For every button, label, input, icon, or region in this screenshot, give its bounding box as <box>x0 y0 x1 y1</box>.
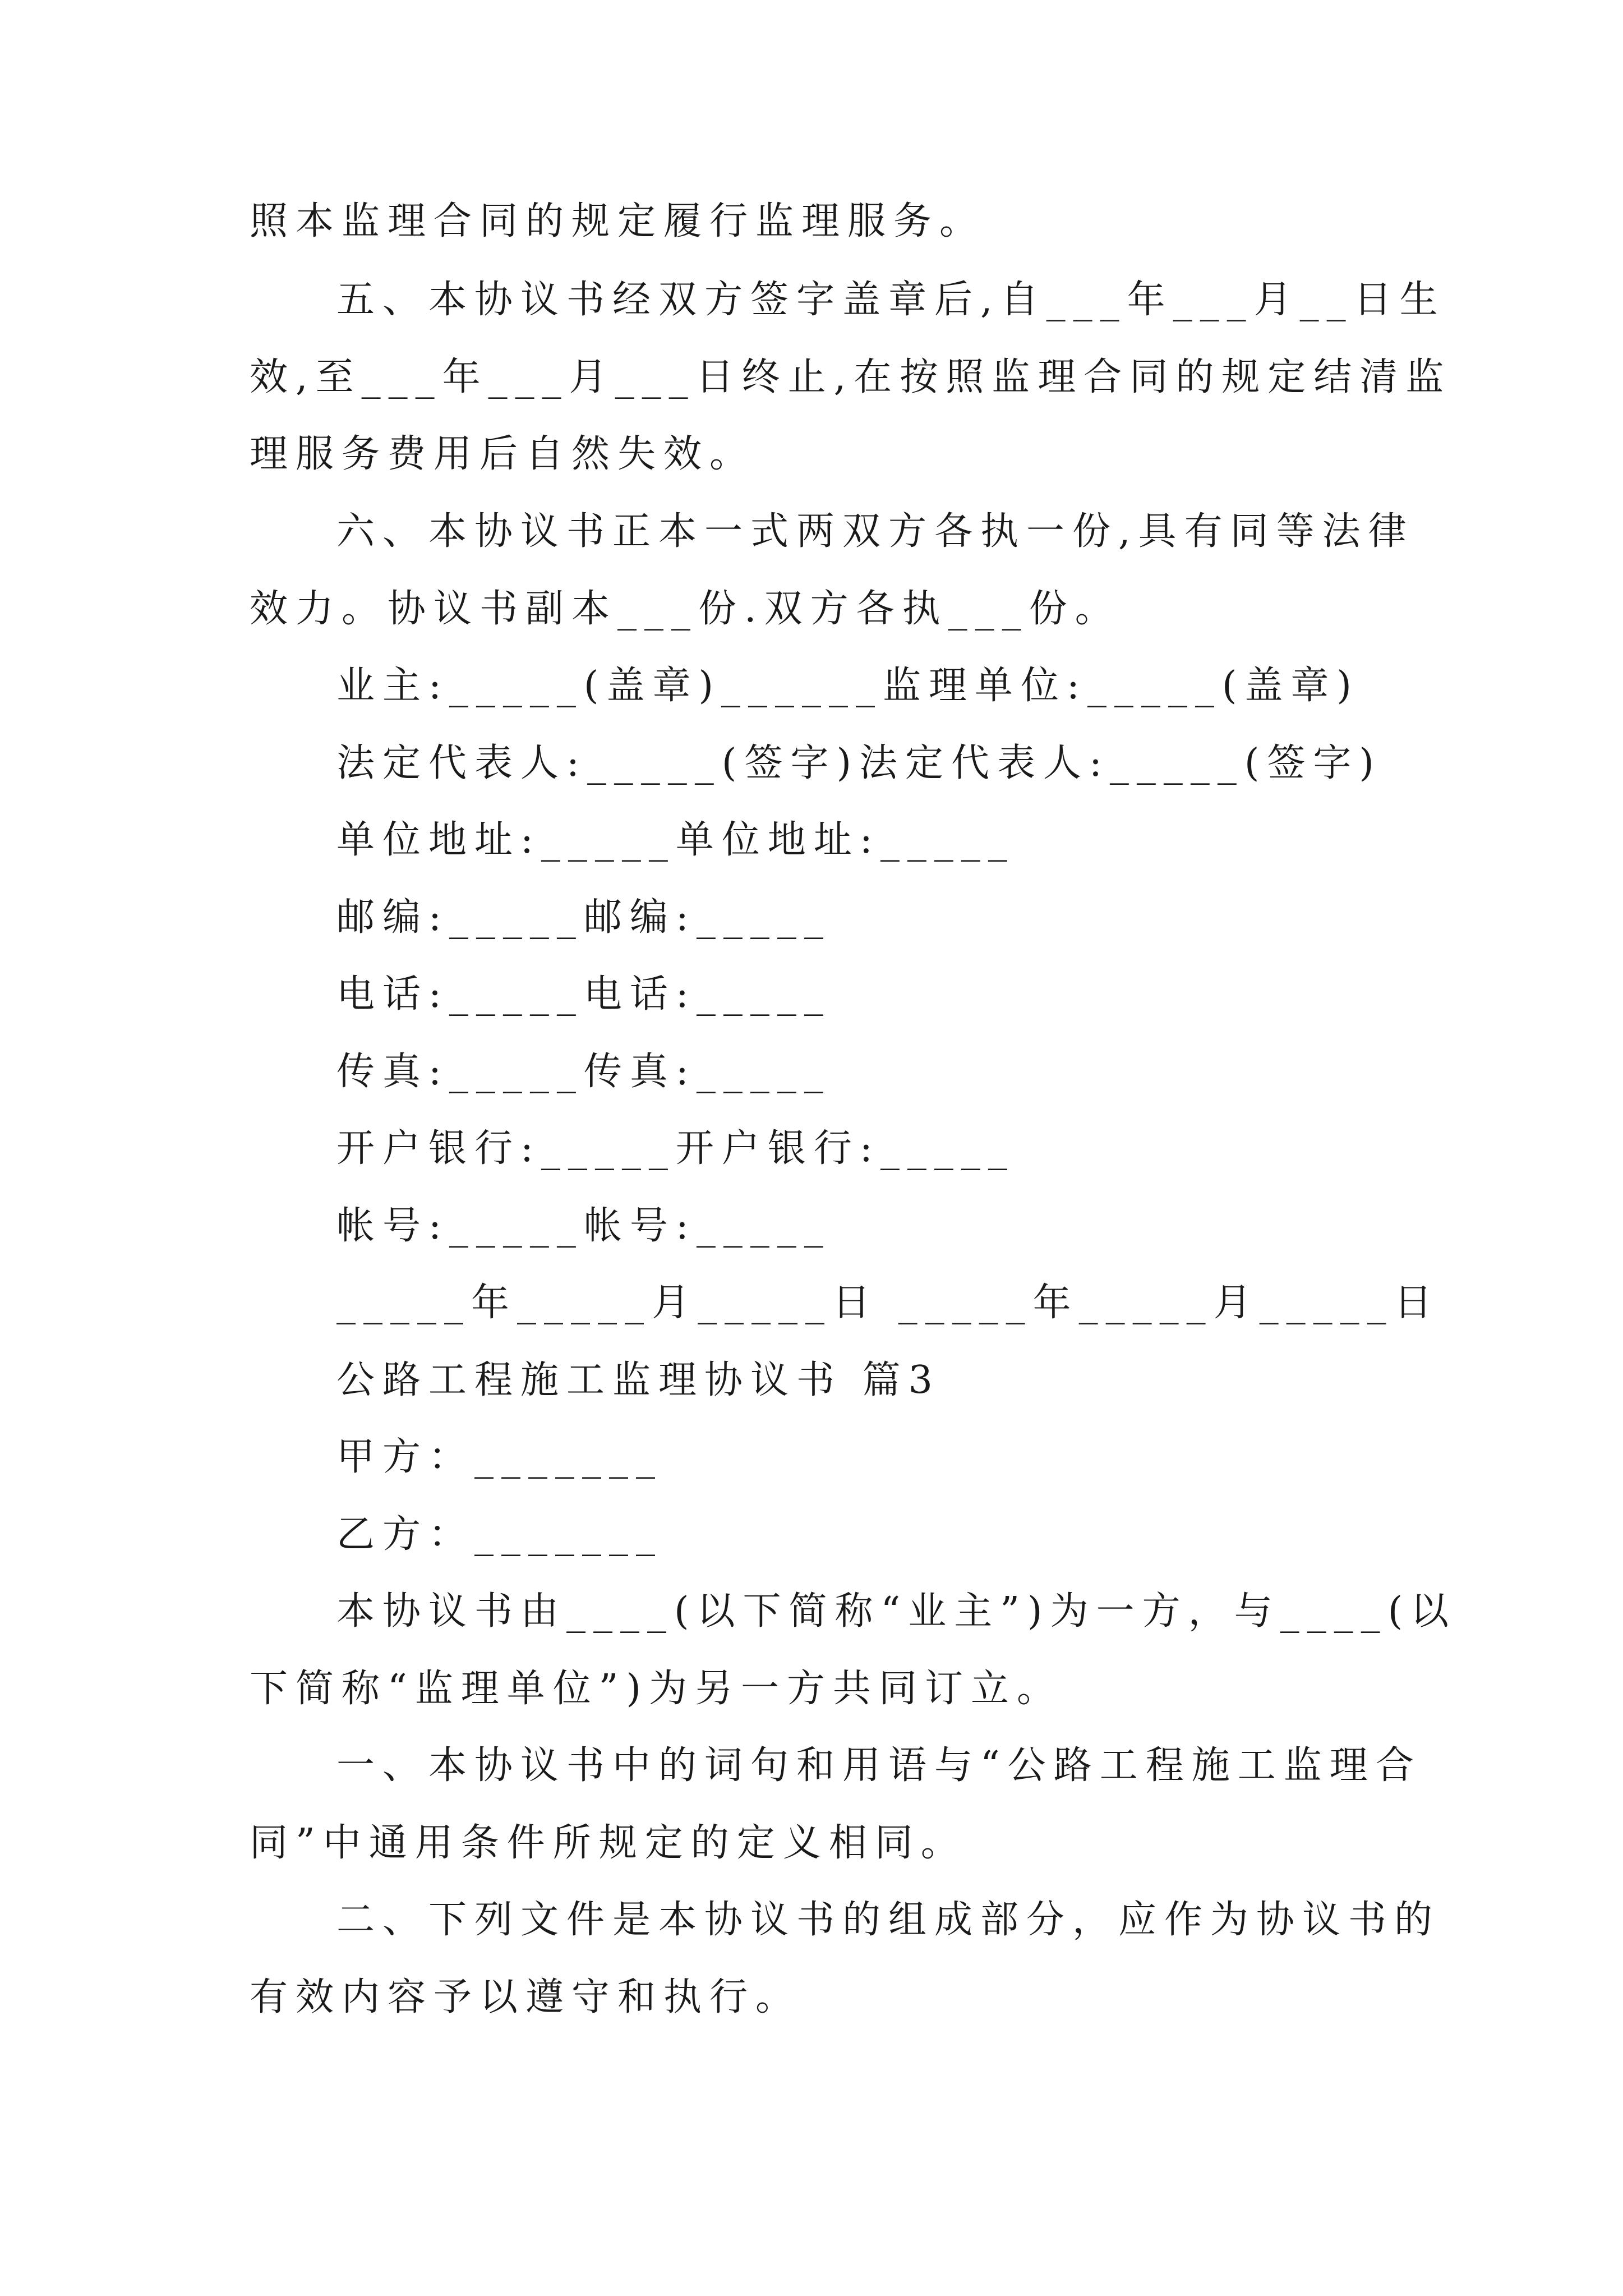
text-line: 一、本协议书中的词句和用语与“公路工程施工监理合 <box>336 1743 1422 1788</box>
text-line: 本协议书由____(以下简称“业主”)为一方，与____(以 <box>336 1589 1457 1634</box>
text-line: 乙方：_______ <box>336 1512 663 1557</box>
text-line: 甲方：_______ <box>336 1435 663 1479</box>
text-line: 法定代表人:_____(签字)法定代表人:_____(签字) <box>336 741 1382 785</box>
text-line: 效力。协议书副本___份.双方各执___份。 <box>250 587 1121 631</box>
section-heading: 公路工程施工监理协议书 篇3 <box>336 1358 940 1402</box>
text-line: 效,至___年___月___日终止,在按照监理合同的规定结清监 <box>250 355 1452 399</box>
text-line: 有效内容予以遵守和执行。 <box>250 1975 802 2019</box>
text-line: 照本监理合同的规定履行监理服务。 <box>250 199 986 243</box>
text-line: 邮编:_____邮编:_____ <box>336 895 831 940</box>
text-line: 五、本协议书经双方签字盖章后,自___年___月__日生 <box>336 278 1446 322</box>
text-line: 帐号:_____帐号:_____ <box>336 1204 831 1248</box>
text-line: 业主:_____(盖章)______监理单位:_____(盖章) <box>336 664 1359 708</box>
text-line: 理服务费用后自然失效。 <box>250 432 756 476</box>
text-line: 二、下列文件是本协议书的组成部分，应作为协议书的 <box>336 1898 1441 1942</box>
text-line: _____年_____月_____日 _____年_____月_____日 <box>336 1281 1440 1325</box>
text-line: 六、本协议书正本一式两双方各执一份,具有同等法律 <box>336 509 1414 554</box>
text-line: 传真:_____传真:_____ <box>336 1050 831 1094</box>
text-line: 电话:_____电话:_____ <box>336 972 831 1016</box>
text-line: 同”中通用条件所规定的定义相同。 <box>250 1821 967 1865</box>
text-line: 下简称“监理单位”)为另一方共同订立。 <box>250 1667 1063 1711</box>
text-line: 开户银行:_____开户银行:_____ <box>336 1126 1015 1171</box>
text-line: 单位地址:_____单位地址:_____ <box>336 818 1015 862</box>
